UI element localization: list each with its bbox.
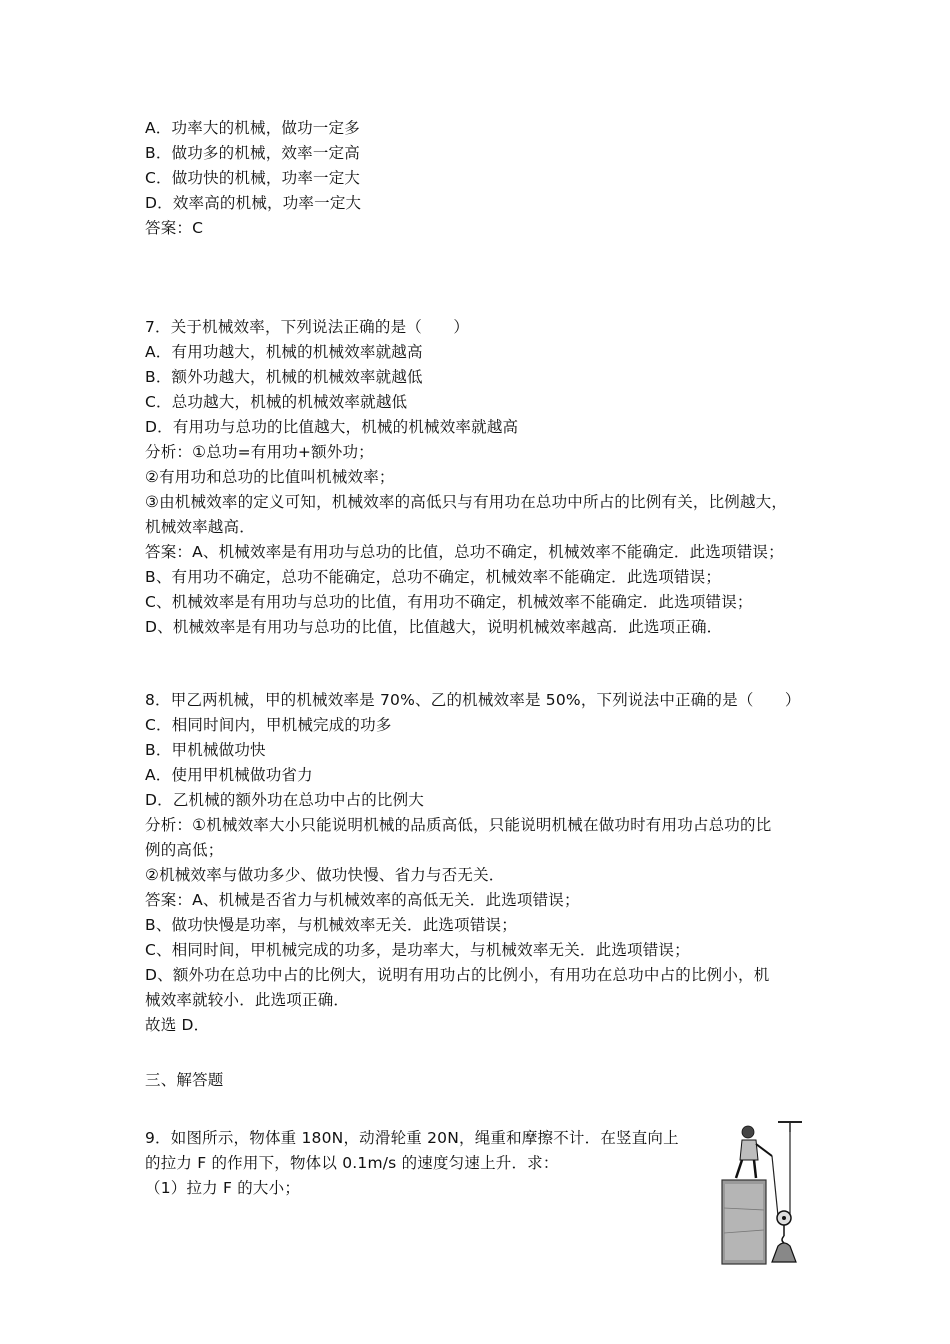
q8-option: D．乙机械的额外功在总功中占的比例大 <box>145 791 425 809</box>
q8-answer-line: D、额外功在总功中占的比例大，说明有用功占的比例小，有用功在总功中占的比例小，机 <box>145 966 770 984</box>
q8-answer-line: 械效率就较小．此选项正确． <box>145 991 350 1009</box>
q8-answer-line: C、相同时间，甲机械完成的功多，是功率大，与机械效率无关．此选项错误； <box>145 941 690 959</box>
q7-analysis-line: ②有用功和总功的比值叫机械效率； <box>145 468 395 486</box>
q7-option-b: B．额外功越大，机械的机械效率就越低 <box>145 368 423 386</box>
q8-analysis-line: ②机械效率与做功多少、做功快慢、省力与否无关． <box>145 866 505 884</box>
q7-option-c: C．总功越大，机械的机械效率就越低 <box>145 393 408 411</box>
q7-answer-line: 答案：A、机械效率是有用功与总功的比值，总功不确定，机械效率不能确定．此选项错误； <box>145 543 784 561</box>
q8-answer-line: B、做功快慢是功率，与机械效率无关．此选项错误； <box>145 916 517 934</box>
pulley-figure <box>712 1118 814 1266</box>
q9-line: 的拉力 F 的作用下，物体以 0.1m/s 的速度匀速上升．求： <box>145 1154 559 1172</box>
q7-option-d: D．有用功与总功的比值越大，机械的机械效率就越高 <box>145 418 519 436</box>
q6-option-b: B．做功多的机械，效率一定高 <box>145 144 360 162</box>
q7-option-a: A．有用功越大，机械的机械效率就越高 <box>145 343 423 361</box>
q7-analysis-line: ③由机械效率的定义可知，机械效率的高低只与有用功在总功中所占的比例有关，比例越大， <box>145 493 788 511</box>
q6-option-c: C．做功快的机械，功率一定大 <box>145 169 361 187</box>
q9-line: 9．如图所示，物体重 180N，动滑轮重 20N，绳重和摩擦不计．在竖直向上 <box>145 1129 679 1147</box>
q8-option: A．使用甲机械做功省力 <box>145 766 313 784</box>
q8-option: B．甲机械做功快 <box>145 741 266 759</box>
q6-option-a: A．功率大的机械，做功一定多 <box>145 119 360 137</box>
q7-answer-line: C、机械效率是有用功与总功的比值，有用功不确定，机械效率不能确定．此选项错误； <box>145 593 753 611</box>
q8-analysis-line: 例的高低； <box>145 841 224 859</box>
q7-answer-line: D、机械效率是有用功与总功的比值，比值越大，说明机械效率越高．此选项正确． <box>145 618 723 636</box>
q8-option: C．相同时间内，甲机械完成的功多 <box>145 716 392 734</box>
q7-analysis-line: 分析：①总功=有用功+额外功； <box>145 443 374 461</box>
q8-answer-line: 答案：A、机械是否省力与机械效率的高低无关．此选项错误； <box>145 891 580 909</box>
q8-answer-line: 故选 D． <box>145 1016 210 1034</box>
q9-line: （1）拉力 F 的大小； <box>145 1179 301 1197</box>
q8-stem: 8．甲乙两机械，甲的机械效率是 70%、乙的机械效率是 50%，下列说法中正确的是（ ） <box>145 691 801 709</box>
section-title: 三、解答题 <box>145 1071 224 1089</box>
q6-option-d: D．效率高的机械，功率一定大 <box>145 194 362 212</box>
q8-analysis-line: 分析：①机械效率大小只能说明机械的品质高低，只能说明机械在做功时有用功占总功的比 <box>145 816 772 834</box>
q6-answer: 答案：C <box>145 219 204 237</box>
q7-stem: 7．关于机械效率，下列说法正确的是（ ） <box>145 318 470 336</box>
q7-answer-line: B、有用功不确定，总功不能确定，总功不确定，机械效率不能确定．此选项错误； <box>145 568 722 586</box>
q7-analysis-line: 机械效率越高． <box>145 518 255 536</box>
